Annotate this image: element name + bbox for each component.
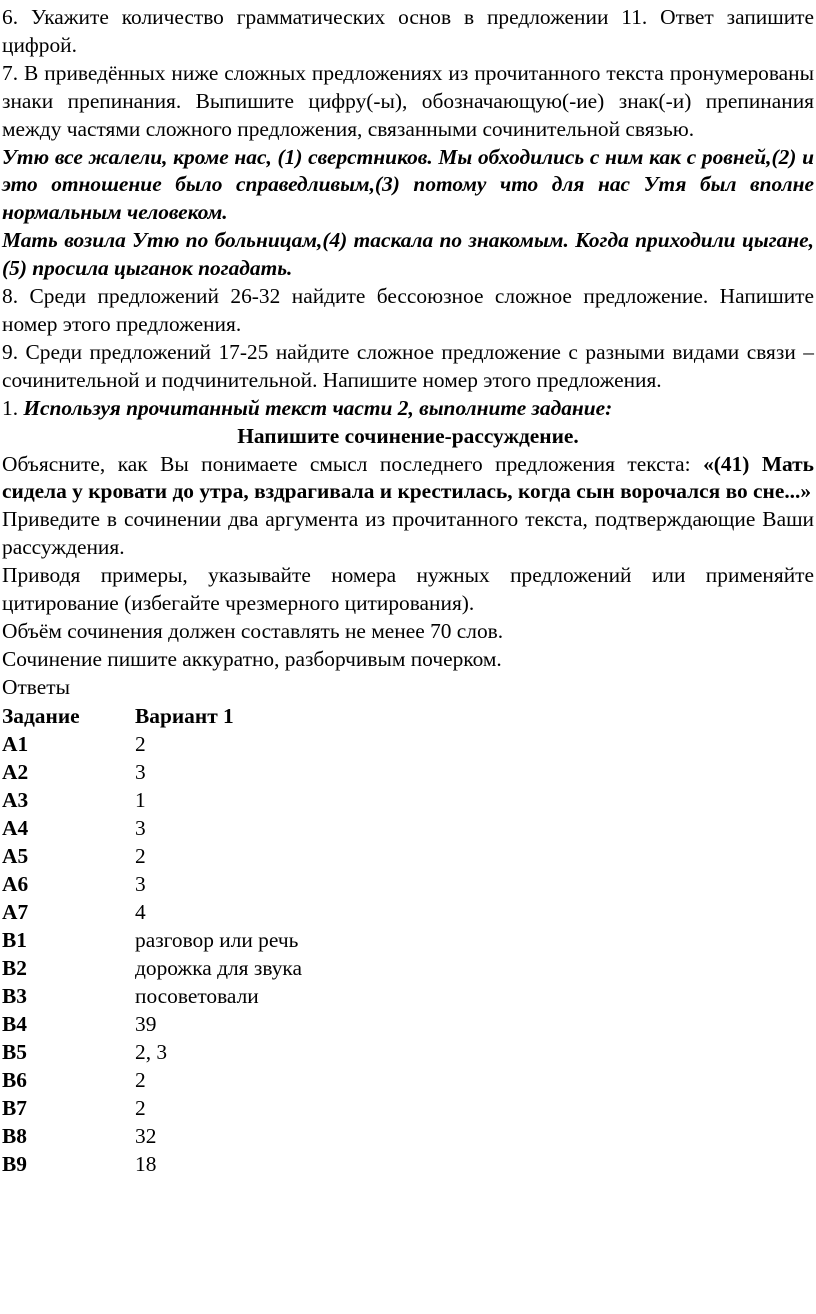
answer-task-id: А6 <box>2 871 29 896</box>
answer-row <box>2 926 814 954</box>
answer-row <box>2 842 814 870</box>
answer-row <box>2 1094 814 1122</box>
answer-task-id: В6 <box>2 1067 27 1092</box>
answer-value: 2 <box>135 731 146 756</box>
answer-task-id: В5 <box>2 1039 27 1064</box>
answer-task-id: В8 <box>2 1123 27 1148</box>
answer-value: 1 <box>135 787 146 812</box>
essay-explain <box>2 451 814 507</box>
question-8: 8. Среди предложений 26-32 найдите бессоюзное сложное предложение. Напишите номер этого предложения. <box>2 284 814 336</box>
answer-task-id: А1 <box>2 731 29 756</box>
answer-row <box>2 730 814 758</box>
answers-table <box>2 702 814 1178</box>
answer-row <box>2 1150 814 1178</box>
answer-row <box>2 1010 814 1038</box>
answer-value: разговор или речь <box>135 927 299 952</box>
essay-volume: Объём сочинения должен составлять не менее 70 слов. <box>2 618 504 643</box>
answer-value: 39 <box>135 1011 157 1036</box>
essay-task <box>2 395 814 423</box>
answer-value: 3 <box>135 871 146 896</box>
answers-title: Ответы <box>2 674 70 699</box>
essay-number: 1. <box>2 395 24 420</box>
answer-task-id: В3 <box>2 983 27 1008</box>
answer-value: 4 <box>135 899 146 924</box>
answer-row <box>2 1038 814 1066</box>
answer-task-id: А7 <box>2 899 29 924</box>
essay-arguments: Приведите в сочинении два аргумента из прочитанного текста, подтверждающие Ваши рассуждения. <box>2 507 814 560</box>
answer-value: 3 <box>135 759 146 784</box>
answer-task-id: В7 <box>2 1095 27 1120</box>
answer-task-id: В4 <box>2 1011 27 1036</box>
essay-quote: «(41) Мать сидела у кровати до утра, вздрагивала и крестилась, когда сын ворочался во сне...» <box>2 451 814 504</box>
answer-value: 2 <box>135 843 146 868</box>
variant-column-header: Вариант 1 <box>135 703 234 728</box>
answer-task-id: В1 <box>2 927 27 952</box>
essay-instruction: Используя прочитанный текст части 2, выполните задание: <box>23 395 613 420</box>
essay-heading: Напишите сочинение-рассуждение. <box>237 423 579 448</box>
question-7: 7. В приведённых ниже сложных предложениях из прочитанного текста пронумерованы знаки препинания. Выпишите цифру(-ы), обозначающую(-ие) знак(-и) препинания между частями сложного предложения, связанными сочинительной связью. <box>2 60 814 141</box>
question-7-excerpt-2: Мать возила Утю по больницам,(4) таскала по знакомым. Когда приходили цыгане,(5) просила цыганок погадать. <box>2 228 814 281</box>
answer-value: 32 <box>135 1123 157 1148</box>
answer-value: 3 <box>135 815 146 840</box>
task-column-header: Задание <box>2 703 80 728</box>
answer-row <box>2 1066 814 1094</box>
essay-neatness: Сочинение пишите аккуратно, разборчивым почерком. <box>2 646 502 671</box>
answer-task-id: В9 <box>2 1151 27 1176</box>
answer-row <box>2 786 814 814</box>
answer-row <box>2 814 814 842</box>
essay-examples: Приводя примеры, указывайте номера нужных предложений или применяйте цитирование (избегайте чрезмерного цитирования). <box>2 563 814 616</box>
answer-task-id: А2 <box>2 759 29 784</box>
question-9: 9. Среди предложений 17-25 найдите сложное предложение с разными видами связи – сочинительной и подчинительной. Напишите номер этого предложения. <box>2 339 814 392</box>
answer-row <box>2 1122 814 1150</box>
answer-row <box>2 898 814 926</box>
answer-value: 2 <box>135 1095 146 1120</box>
answers-header-row <box>2 702 814 730</box>
question-7-excerpt-1: Утю все жалели, кроме нас, (1) сверстников. Мы обходились с ним как с ровней,(2) и это отношение было справедливым,(3) потому что для нас Утя был вполне нормальным человеком. <box>2 144 814 225</box>
essay-explain-text: Объясните, как Вы понимаете смысл последнего предложения текста: <box>2 451 704 476</box>
answer-row <box>2 954 814 982</box>
answer-row <box>2 758 814 786</box>
answer-task-id: А3 <box>2 787 29 812</box>
answer-value: посоветовали <box>135 983 259 1008</box>
answer-row <box>2 870 814 898</box>
answers-body <box>2 730 814 1178</box>
question-6: 6. Укажите количество грамматических основ в предложении 11. Ответ запишите цифрой. <box>2 5 814 57</box>
answer-value: 2 <box>135 1067 146 1092</box>
answer-value: дорожка для звука <box>135 955 302 980</box>
answer-row <box>2 982 814 1010</box>
answer-value: 2, 3 <box>135 1039 168 1064</box>
answer-task-id: В2 <box>2 955 27 980</box>
answer-task-id: А5 <box>2 843 29 868</box>
answer-task-id: А4 <box>2 815 29 840</box>
answer-value: 18 <box>135 1151 157 1176</box>
